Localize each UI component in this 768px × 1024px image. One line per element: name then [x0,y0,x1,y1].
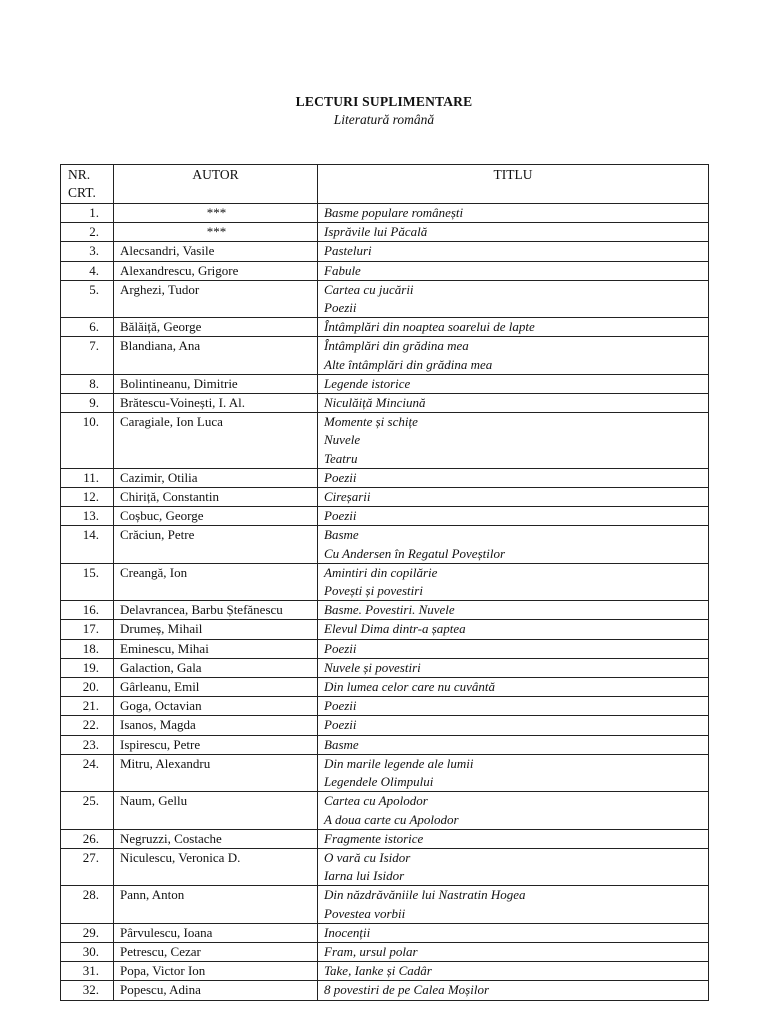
book-title: Basme. Povestiri. Nuvele [324,602,455,618]
author-cell: Alecsandri, Vasile [114,242,318,261]
author-cell: Isanos, Magda [114,716,318,735]
row-number: 8. [61,374,114,393]
book-title: 8 povestiri de pe Calea Moșilor [324,982,490,998]
author-cell: Drumeș, Mihail [114,620,318,639]
table-row [61,601,709,620]
row-number: 25. [61,792,114,829]
book-title: Poezii [324,717,357,733]
book-title: O vară cu Isidor [324,849,411,865]
table-row [61,261,709,280]
author-cell: Caragiale, Ion Luca [114,413,318,469]
row-number: 31. [61,962,114,981]
row-number: 20. [61,678,114,697]
column-header-autor: AUTOR [114,165,318,204]
title-cell [318,563,709,600]
book-title: Elevul Dima dintr-a șaptea [324,621,466,637]
author-cell: *** [114,204,318,223]
book-title: Cu Andersen în Regatul Poveștilor [324,545,506,561]
book-title: Povești și povestiri [324,583,423,599]
row-number: 10. [61,413,114,469]
author-cell: Popescu, Adina [114,981,318,1000]
title-cell [318,716,709,735]
author-cell: Niculescu, Veronica D. [114,848,318,885]
row-number: 19. [61,658,114,677]
title-cell [318,981,709,1000]
book-title: Fabule [324,262,361,278]
author-cell: Gârleanu, Emil [114,678,318,697]
row-number: 24. [61,754,114,791]
book-title: Amintiri din copilărie [324,564,438,580]
table-row [61,981,709,1000]
table-row [61,792,709,829]
book-title: Legendele Olimpului [324,774,434,790]
table-row [61,394,709,413]
table-row [61,318,709,337]
table-row [61,280,709,317]
table-row [61,697,709,716]
table-row [61,923,709,942]
row-number: 32. [61,981,114,1000]
table-row [61,639,709,658]
title-cell [318,754,709,791]
author-cell: Bolintineanu, Dimitrie [114,374,318,393]
book-title: Cartea cu Apolodor [324,793,428,809]
column-header-nr: NR. CRT. [61,165,114,204]
author-cell: Negruzzi, Costache [114,829,318,848]
book-title: Nuvele [324,432,361,448]
table-row [61,754,709,791]
row-number: 28. [61,886,114,923]
table-row [61,413,709,469]
title-cell [318,962,709,981]
row-number: 27. [61,848,114,885]
table-body [61,204,709,1001]
book-title: Întâmplări din noaptea soarelui de lapte [324,319,535,335]
author-cell: Pann, Anton [114,886,318,923]
title-cell [318,923,709,942]
page-subtitle: Literatură română [333,112,435,127]
row-number: 18. [61,639,114,658]
author-cell: Pârvulescu, Ioana [114,923,318,942]
row-number: 15. [61,563,114,600]
table-row [61,223,709,242]
book-title: Din năzdrăvăniile lui Nastratin Hogea [324,887,526,903]
author-cell: Mitru, Alexandru [114,754,318,791]
row-number: 1. [61,204,114,223]
book-title: Teatru [324,450,358,466]
book-title: Din lumea celor care nu cuvântă [324,679,495,695]
row-number: 13. [61,507,114,526]
table-row [61,374,709,393]
author-cell: Popa, Victor Ion [114,962,318,981]
table-row [61,658,709,677]
book-title: Povestea vorbii [324,905,406,921]
title-cell [318,318,709,337]
title-cell [318,620,709,639]
author-cell: Arghezi, Tudor [114,280,318,317]
book-title: Poezii [324,640,357,656]
author-cell: Brătescu-Voinești, I. Al. [114,394,318,413]
row-number: 17. [61,620,114,639]
author-cell: Delavrancea, Barbu Ștefănescu [114,601,318,620]
row-number: 5. [61,280,114,317]
title-cell [318,678,709,697]
author-cell: Coșbuc, George [114,507,318,526]
row-number: 22. [61,716,114,735]
title-cell [318,394,709,413]
row-number: 2. [61,223,114,242]
title-cell [318,829,709,848]
title-cell [318,658,709,677]
book-title: Cireșarii [324,489,371,505]
title-cell [318,697,709,716]
title-cell [318,601,709,620]
book-title: Iarna lui Isidor [324,868,405,884]
row-number: 30. [61,942,114,961]
book-title: Isprăvile lui Păcală [324,224,428,240]
row-number: 4. [61,261,114,280]
book-title: Basme populare românești [324,205,464,220]
column-header-titlu: TITLU [318,165,709,204]
author-cell: Creangă, Ion [114,563,318,600]
table-row [61,848,709,885]
book-title: A doua carte cu Apolodor [324,811,459,827]
title-cell [318,337,709,374]
table-row [61,716,709,735]
book-title: Poezii [324,698,357,714]
title-cell [318,507,709,526]
table-row [61,204,709,223]
book-title: Niculăiță Minciună [324,395,426,411]
table-row [61,563,709,600]
table-row [61,735,709,754]
book-title: Alte întâmplări din grădina mea [324,356,493,372]
book-title: Poezii [324,300,357,316]
row-number: 21. [61,697,114,716]
table-row [61,337,709,374]
author-cell: Cazimir, Otilia [114,468,318,487]
table-row [61,678,709,697]
book-title: Nuvele și povestiri [324,659,421,675]
author-cell: Alexandrescu, Grigore [114,261,318,280]
author-cell: Petrescu, Cezar [114,942,318,961]
book-title: Basme [324,736,359,752]
table-header-row [61,165,709,204]
table-row [61,962,709,981]
table-row [61,942,709,961]
author-cell: Goga, Octavian [114,697,318,716]
title-cell [318,374,709,393]
author-cell: Crăciun, Petre [114,526,318,563]
author-cell: Galaction, Gala [114,658,318,677]
author-cell: Chiriță, Constantin [114,488,318,507]
book-title: Legende istorice [324,375,411,391]
book-title: Take, Ianke și Cadâr [324,963,432,979]
book-title: Din marile legende ale lumii [324,755,474,771]
title-cell [318,526,709,563]
row-number: 23. [61,735,114,754]
author-cell: Naum, Gellu [114,792,318,829]
table-row [61,620,709,639]
book-title: Fragmente istorice [324,830,424,846]
title-cell [318,261,709,280]
book-title: Întâmplări din grădina mea [324,338,469,354]
row-number: 9. [61,394,114,413]
book-title: Momente și schițe [324,414,418,430]
title-cell [318,886,709,923]
page-title: LECTURI SUPLIMENTARE [295,94,473,109]
table-row [61,829,709,848]
table-row [61,507,709,526]
title-cell [318,204,709,223]
title-cell [318,242,709,261]
row-number: 11. [61,468,114,487]
row-number: 26. [61,829,114,848]
row-number: 16. [61,601,114,620]
row-number: 3. [61,242,114,261]
author-cell: Blandiana, Ana [114,337,318,374]
author-cell: Bălăiță, George [114,318,318,337]
table-row [61,468,709,487]
row-number: 14. [61,526,114,563]
author-cell: *** [114,223,318,242]
title-cell [318,413,709,469]
title-cell [318,639,709,658]
row-number: 29. [61,923,114,942]
table-row [61,488,709,507]
title-cell [318,280,709,317]
book-title: Poezii [324,508,357,524]
title-cell [318,792,709,829]
book-title: Poezii [324,469,357,485]
book-title: Basme [324,527,359,543]
title-cell [318,468,709,487]
author-cell: Ispirescu, Petre [114,735,318,754]
reading-list-table [60,164,709,1001]
row-number: 12. [61,488,114,507]
row-number: 7. [61,337,114,374]
table-row [61,886,709,923]
book-title: Fram, ursul polar [324,943,418,959]
title-cell [318,848,709,885]
title-cell [318,735,709,754]
author-cell: Eminescu, Mihai [114,639,318,658]
title-cell [318,942,709,961]
table-row [61,526,709,563]
table-row [61,242,709,261]
book-title: Cartea cu jucării [324,281,414,297]
title-cell [318,223,709,242]
book-title: Pasteluri [324,243,372,259]
book-title: Inocenții [324,924,371,940]
row-number: 6. [61,318,114,337]
title-cell [318,488,709,507]
